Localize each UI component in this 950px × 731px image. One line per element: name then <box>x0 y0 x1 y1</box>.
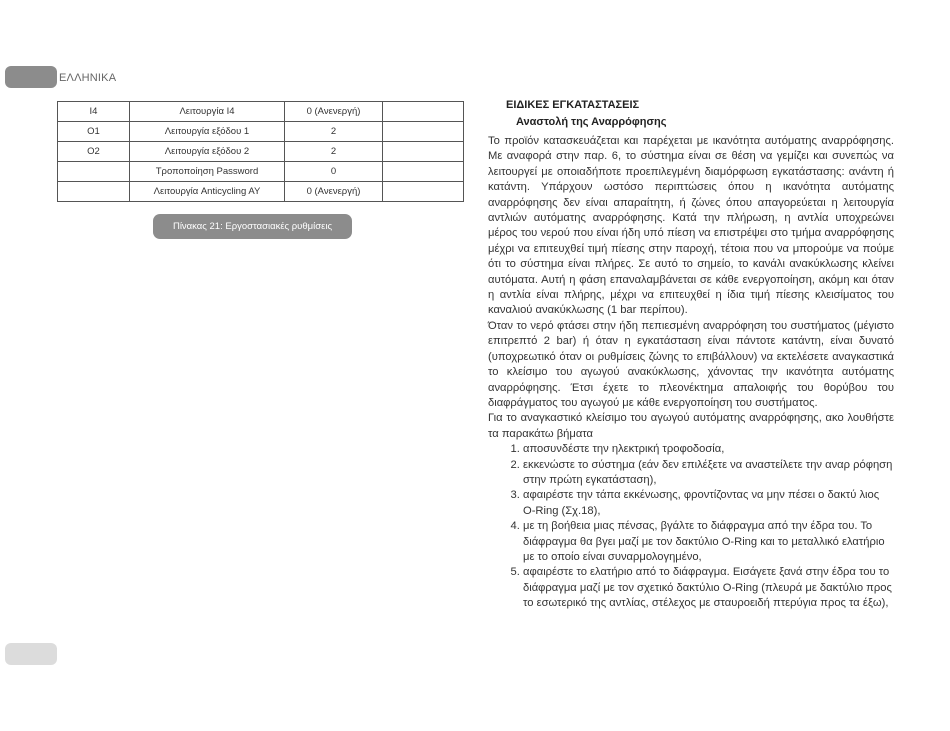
table-cell-value: 0 (Ανενεργή) <box>285 102 383 122</box>
paragraph: Για το αναγκαστικό κλείσιμο του αγωγού αυτόματης αναρρόφησης, ακο λουθήστε τα παρακάτω βήματα <box>488 412 894 440</box>
table-cell-extra <box>383 142 464 162</box>
table-cell-code: I4 <box>58 102 130 122</box>
section-title: ΕΙΔΙΚΕΣ ΕΓΚΑΤΑΣΤΑΣΕΙΣ <box>506 99 640 111</box>
table-row <box>58 142 464 162</box>
table-cell-value: 2 <box>285 142 383 162</box>
list-item: 2. εκκενώστε το σύστημα (εάν δεν επιλέξετε να αναστείλετε την αναρ ρόφηση στην πρώτη εγκατάσταση), <box>523 458 894 489</box>
table-row <box>58 162 464 182</box>
paragraph: Όταν το νερό φτάσει στην ήδη πεπιεσμένη αναρρόφηση του συστήματος (μέγιστο επιτρεπτό 2 bar) ή όταν η εγκατάσταση είναι πάντοτε κατάντη, είναι δυνατό (υποχρεωτικό όταν οι ρυθμίσεις ζώνης το επιβάλλουν) να εκτελέσετε αναγκαστικά το κλείσιμο του αγωγού ανακύκλωσης, χάνοντας την ικανότητα αυτόματης αναρρόφησης. Έτσι έχετε το πλεονέκτημα απαλοιφής του θορύβου του διαφράγματος του αγωγού με κάθε ενεργοποίηση του συστήματος. <box>488 319 894 409</box>
table-row <box>58 102 464 122</box>
table-row <box>58 122 464 142</box>
table-cell-value: 0 <box>285 162 383 182</box>
section-subtitle: Αναστολή της Αναρρόφησης <box>516 116 667 128</box>
table-row <box>58 182 464 202</box>
table-cell-extra <box>383 102 464 122</box>
table-cell-function: Τροποποίηση Password <box>130 162 285 182</box>
table-cell-code: O2 <box>58 142 130 162</box>
paragraph: Το προϊόν κατασκευάζεται και παρέχεται με ικανότητα αυτόματης αναρρόφησης. Με αναφορά στην παρ. 6, το σύστημα είναι σε θέση να γεμίζει και συνεπώς να λειτουργεί με οποιαδήποτε προεπιλεγμένη διαμόρφωση εγκατάστασης: ανάντη ή κατάντη. Υπάρχουν ωστόσο περιπτώσεις όπου η ικανότητα αυτόματης αναρρόφησης δεν είναι απαραίτητη, ή ζώνες όπου απαγορεύεται η λειτουργία αντλιών αυτόματης αναρρόφησης. Κατά την πλήρωση, η αντλία υποχρεώνει μέρος του νερού που είναι ήδη υπό πίεση να επιστρέψει στο τμήμα αναρρόφησης μέχρι να επιτευχθεί τιμή πίεσης στην παροχή, τέτοια που να μπορούμε να πούμε ότι το σύστημα είναι πλήρες. Σε αυτό το σημείο, το κανάλι ανακύκλωσης κλείνει αυτόματα. Αυτή η φάση επαναλαμβάνεται σε κάθε ενεργοποίηση, ακόμη και όταν η αντλία είναι πλήρης, μέχρι να επιτευχθεί η ίδια τιμή πίεσης κλεισίματος του καναλιού ανακύκλωσης (1 bar περίπου). <box>488 135 894 317</box>
list-item: 3. αφαιρέστε την τάπα εκκένωσης, φροντίζοντας να μην πέσει ο δακτύ λιος O-Ring (Σχ.18), <box>523 488 894 519</box>
list-item: 4. με τη βοήθεια μιας πένσας, βγάλτε το διάφραγμα από την έδρα του. Το διάφραγμα θα βγει μαζί με τον δακτύλιο O-Ring και το μεταλλικό ελατήριο με το οποίο είναι συναρμολογημένο, <box>523 519 894 565</box>
table-cell-value: 2 <box>285 122 383 142</box>
page-tab-top <box>5 66 57 88</box>
steps-list <box>488 442 894 611</box>
table-cell-code <box>58 182 130 202</box>
list-item: 5. αφαιρέστε το ελατήριο από το διάφραγμα. Εισάγετε ξανά στην έδρα του το διάφραγμα μαζί με τον σχετικό δακτύλιο O-Ring (πλευρά με δακτύλιο προς το εσωτερικό της αντλίας, στέλεχος με σταυροειδή πτερύγια προς τα έξω), <box>523 565 894 611</box>
table-caption: Πίνακας 21: Εργοστασιακές ρυθμίσεις <box>153 214 352 239</box>
table-cell-function: Λειτουργία εξόδου 2 <box>130 142 285 162</box>
table-cell-value: 0 (Ανενεργή) <box>285 182 383 202</box>
table-cell-code <box>58 162 130 182</box>
table-cell-code: O1 <box>58 122 130 142</box>
table-cell-function: Λειτουργία εξόδου 1 <box>130 122 285 142</box>
table-cell-extra <box>383 162 464 182</box>
table-cell-extra <box>383 182 464 202</box>
language-label: ΕΛΛΗΝΙΚΑ <box>59 72 117 84</box>
table-cell-function: Λειτουργία Anticycling AY <box>130 182 285 202</box>
factory-settings-table <box>57 101 464 202</box>
list-item: 1. αποσυνδέστε την ηλεκτρική τροφοδοσία, <box>523 442 894 457</box>
page-tab-bottom <box>5 643 57 665</box>
main-content <box>488 97 894 612</box>
table-cell-function: Λειτουργία I4 <box>130 102 285 122</box>
table-cell-extra <box>383 122 464 142</box>
